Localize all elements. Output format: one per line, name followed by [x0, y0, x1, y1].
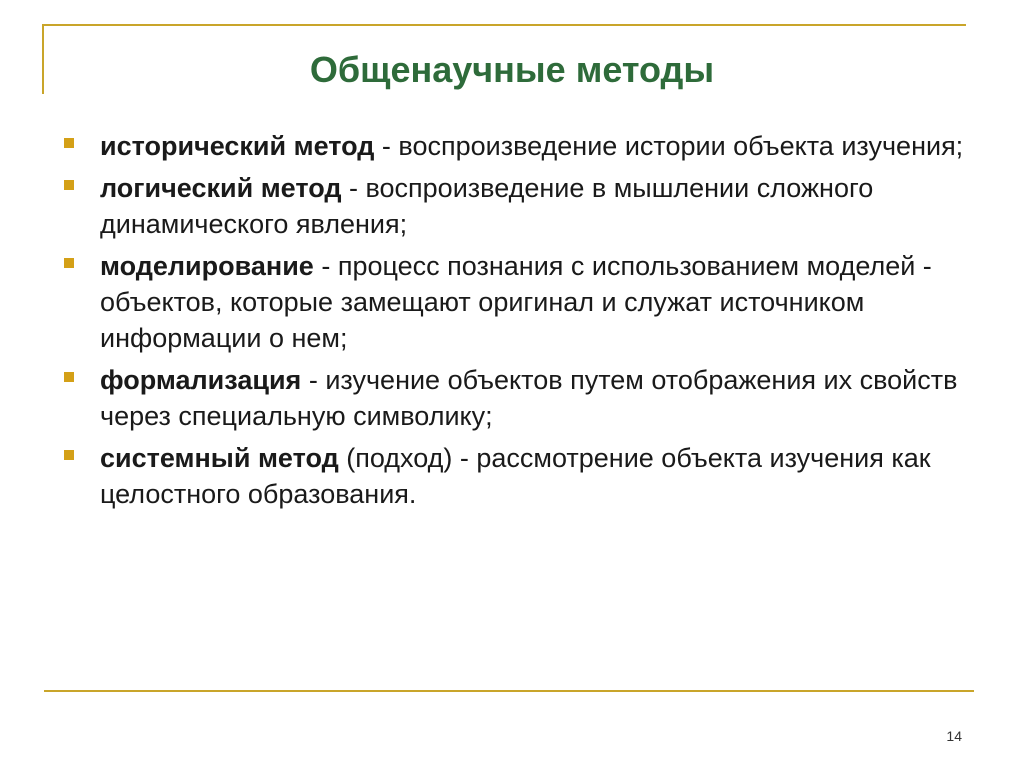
list-item-systems-method [60, 440, 1000, 512]
bullet-description: - воспроизведение истории объекта изучения; [374, 131, 964, 161]
bullet-term: системный метод [100, 443, 339, 473]
slide-title: Общенаучные методы [309, 49, 715, 90]
bottom-border-line [44, 690, 974, 692]
bullet-description: - изучение объектов путем отображения их свойств через специальную символику; [100, 365, 958, 431]
list-item-modeling [60, 248, 1000, 356]
bullet-description: - воспроизведение в мышлении сложного динамического явления; [100, 173, 874, 239]
bullet-paren-note: (подход) [338, 443, 453, 473]
bullet-term: моделирование [100, 251, 314, 281]
list-item-logical-method [60, 170, 1000, 242]
square-bullet-icon [64, 138, 74, 148]
bullet-description: - рассмотрение объекта изучения как целостного образования. [100, 443, 931, 509]
bullet-description: - процесс познания с использованием моделей - объектов, которые замещают оригинал и служат источником информации о нем; [100, 251, 932, 353]
square-bullet-icon [64, 180, 74, 190]
list-item-historical-method [60, 128, 1000, 164]
list-item-formalization [60, 362, 1000, 434]
bullet-term: формализация [100, 365, 302, 395]
square-bullet-icon [64, 450, 74, 460]
top-border-line [44, 24, 966, 26]
bullet-term: исторический метод [100, 131, 375, 161]
page-number: 14 [946, 728, 962, 744]
square-bullet-icon [64, 258, 74, 268]
square-bullet-icon [64, 372, 74, 382]
methods-list [60, 128, 1000, 518]
bullet-term: логический метод [100, 173, 342, 203]
